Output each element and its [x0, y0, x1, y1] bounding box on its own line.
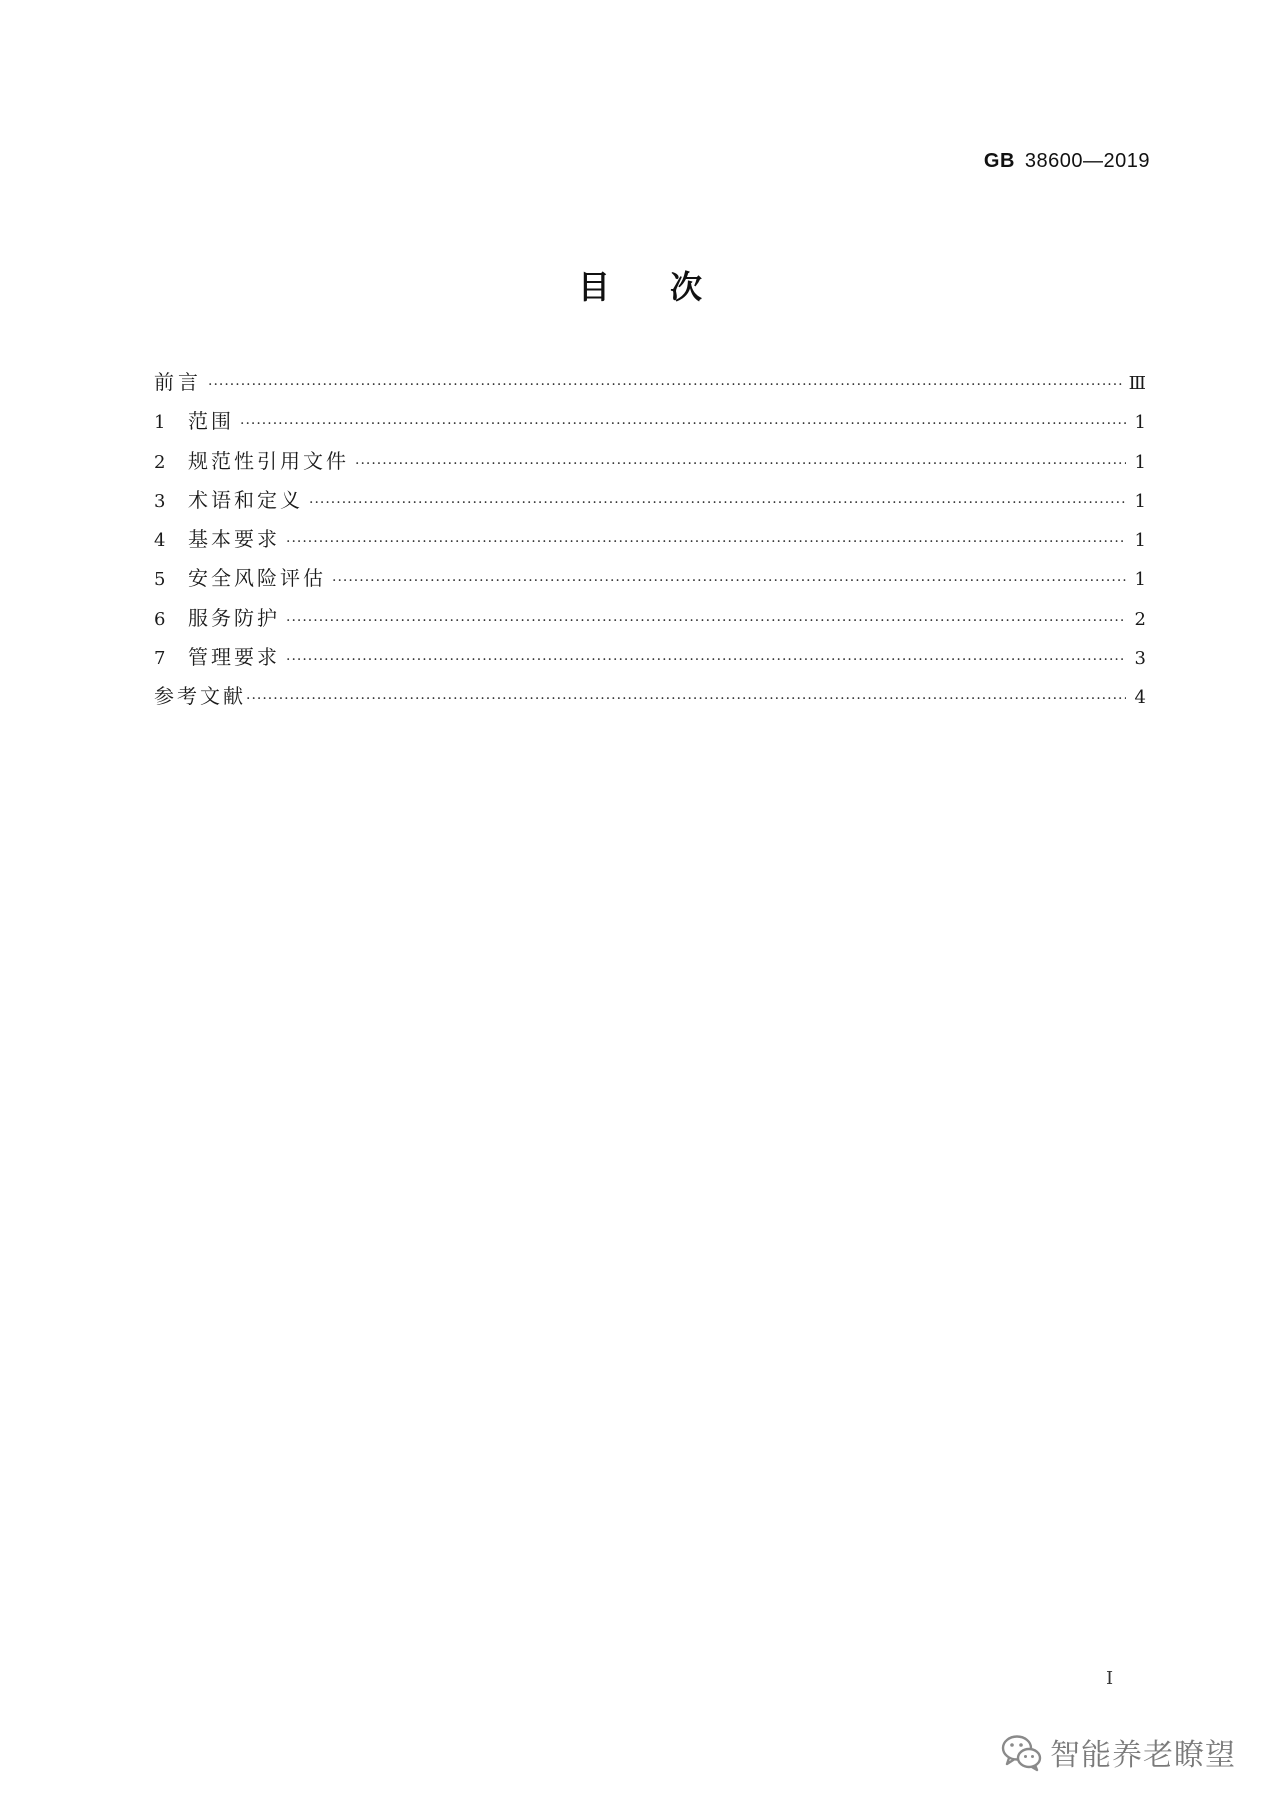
wechat-icon	[1000, 1732, 1044, 1772]
toc-number: 2	[154, 451, 166, 473]
toc-entry-1[interactable]	[154, 405, 1146, 444]
toc-number: 7	[154, 648, 166, 670]
toc-page: 3	[1134, 648, 1146, 670]
toc-label: 管理要求	[188, 645, 280, 670]
toc-leader-dots	[286, 652, 1126, 668]
toc-entry-2[interactable]	[154, 445, 1146, 484]
table-of-contents	[154, 366, 1146, 720]
page-number: I	[1106, 1668, 1114, 1689]
toc-page: 1	[1134, 490, 1146, 512]
page-title	[0, 262, 1280, 308]
toc-entry-3[interactable]	[154, 484, 1146, 523]
toc-leader-dots	[332, 573, 1126, 589]
toc-label: 术语和定义	[188, 487, 303, 512]
toc-label: 范围	[188, 409, 234, 434]
toc-page: 1	[1134, 451, 1146, 473]
standard-code	[984, 150, 1150, 173]
toc-leader-dots	[240, 416, 1126, 432]
toc-leader-dots	[355, 456, 1126, 472]
toc-number: 1	[154, 412, 166, 434]
toc-label: 基本要求	[188, 527, 280, 552]
standard-prefix: GB	[983, 150, 1015, 172]
toc-page: 1	[1134, 569, 1146, 591]
toc-label: 规范性引用文件	[188, 448, 349, 473]
toc-entry-6[interactable]	[154, 602, 1146, 641]
toc-leader-dots	[286, 613, 1126, 629]
toc-label: 安全风险评估	[188, 566, 326, 591]
toc-leader-dots	[246, 691, 1126, 707]
toc-entry-5[interactable]	[154, 562, 1146, 601]
toc-leader-dots	[286, 534, 1126, 550]
toc-entry-foreword[interactable]	[154, 366, 1146, 405]
toc-page: Ⅲ	[1128, 373, 1146, 394]
standard-number: 38600—2019	[1024, 150, 1150, 172]
toc-entry-4[interactable]	[154, 523, 1146, 562]
watermark-text: 智能养老瞭望	[1050, 1738, 1236, 1773]
toc-page: 4	[1134, 687, 1146, 709]
toc-number: 3	[154, 490, 166, 512]
toc-number: 5	[154, 569, 166, 591]
toc-label: 参考文献	[154, 684, 246, 709]
toc-page: 1	[1134, 530, 1146, 552]
toc-label: 服务防护	[188, 605, 280, 630]
title-part-1: 目	[577, 268, 610, 306]
toc-number: 6	[154, 608, 166, 630]
title-part-2: 次	[670, 268, 703, 306]
toc-label: 前言	[154, 370, 202, 394]
toc-entry-bibliography[interactable]	[154, 680, 1146, 719]
toc-page: 2	[1134, 608, 1146, 630]
toc-leader-dots	[208, 377, 1123, 393]
toc-leader-dots	[309, 495, 1126, 511]
toc-page: 1	[1134, 412, 1146, 434]
toc-entry-7[interactable]	[154, 641, 1146, 680]
watermark	[1000, 1730, 1236, 1774]
toc-number: 4	[154, 530, 166, 552]
